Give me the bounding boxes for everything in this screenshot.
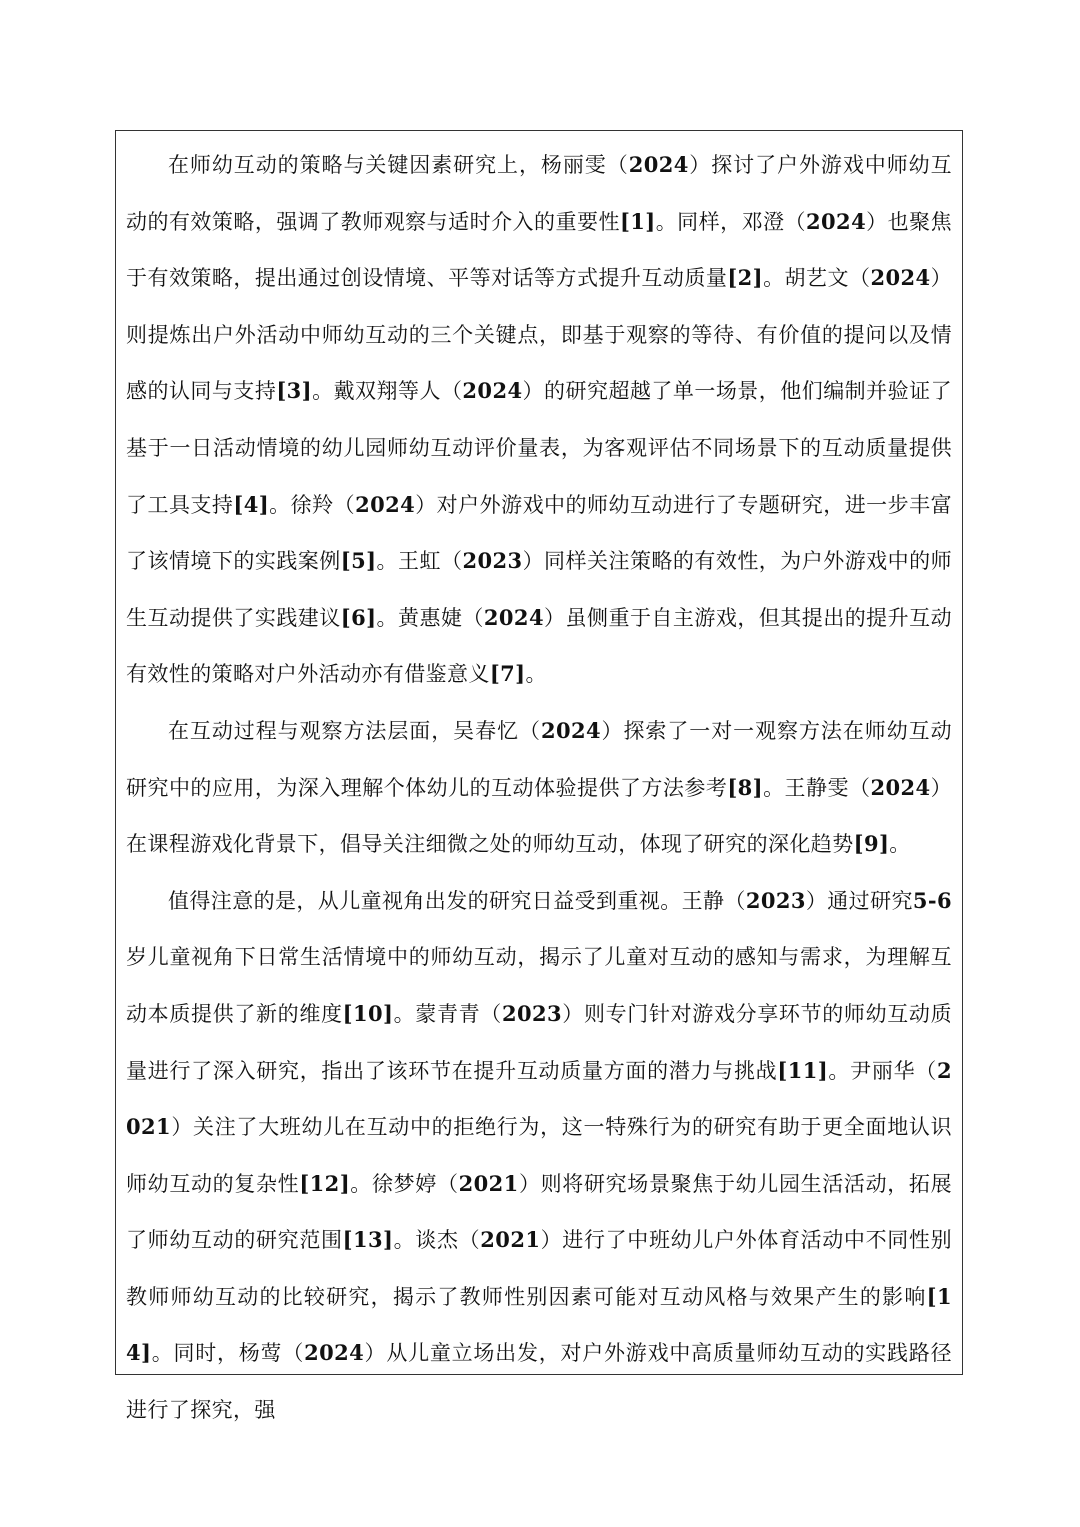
paragraph-strategies: 在师幼互动的策略与关键因素研究上，杨丽雯（2024）探讨了户外游戏中师幼互动的有效策略，强调了教师观察与适时介入的重要性[1]。同样，邓澄（2024）也聚焦于有效策略，提出通过创设情境、平等对话等方式提升互动质量[2]。胡艺文（2024）则提炼出户外活动中师幼互动的三个关键点，即基于观察的等待、有价值的提问以及情感的认同与支持[3]。戴双翔等人（2024）的研究超越了单一场景，他们编制并验证了基于一日活动情境的幼儿园师幼互动评价量表，为客观评估不同场景下的互动质量提供了工具支持[4]。徐羚（2024）对户外游戏中的师幼互动进行了专题研究，进一步丰富了该情境下的实践案例[5]。王虹（2023）同样关注策略的有效性，为户外游戏中的师生互动提供了实践建议[6]。黄惠婕（2024）虽侧重于自主游戏，但其提出的提升互动有效性的策略对户外活动亦有借鉴意义[7]。 (126, 152, 953, 687)
paragraph-child-perspective: 值得注意的是，从儿童视角出发的研究日益受到重视。王静（2023）通过研究5-6岁儿童视角下日常生活情境中的师幼互动，揭示了儿童对互动的感知与需求，为理解互动本质提供了新的维度[10]。蒙青青（2023）则专门针对游戏分享环节的师幼互动质量进行了深入研究，指出了该环节在提升互动质量方面的潜力与挑战[11]。尹丽华（2021）关注了大班幼儿在互动中的拒绝行为，这一特殊行为的研究有助于更全面地认识师幼互动的复杂性[12]。徐梦婷（2021）则将研究场景聚焦于幼儿园生活活动，拓展了师幼互动的研究范围[13]。谈杰（2021）进行了中班幼儿户外体育活动中不同性别教师师幼互动的比较研究，揭示了教师性别因素可能对互动风格与效果产生的影响[14]。同时，杨莺（2024）从儿童立场出发，对户外游戏中高质量师幼互动的实践路径进行了探究，强 (126, 887, 953, 1423)
document-frame (115, 130, 963, 1423)
paragraph-observation-methods: 在互动过程与观察方法层面，吴春忆（2024）探索了一对一观察方法在师幼互动研究中的应用，为深入理解个体幼儿的互动体验提供了方法参考[8]。王静雯（2024）在课程游戏化背景下，倡导关注细微之处的师幼互动，体现了研究的深化趋势[9]。 (126, 717, 952, 857)
